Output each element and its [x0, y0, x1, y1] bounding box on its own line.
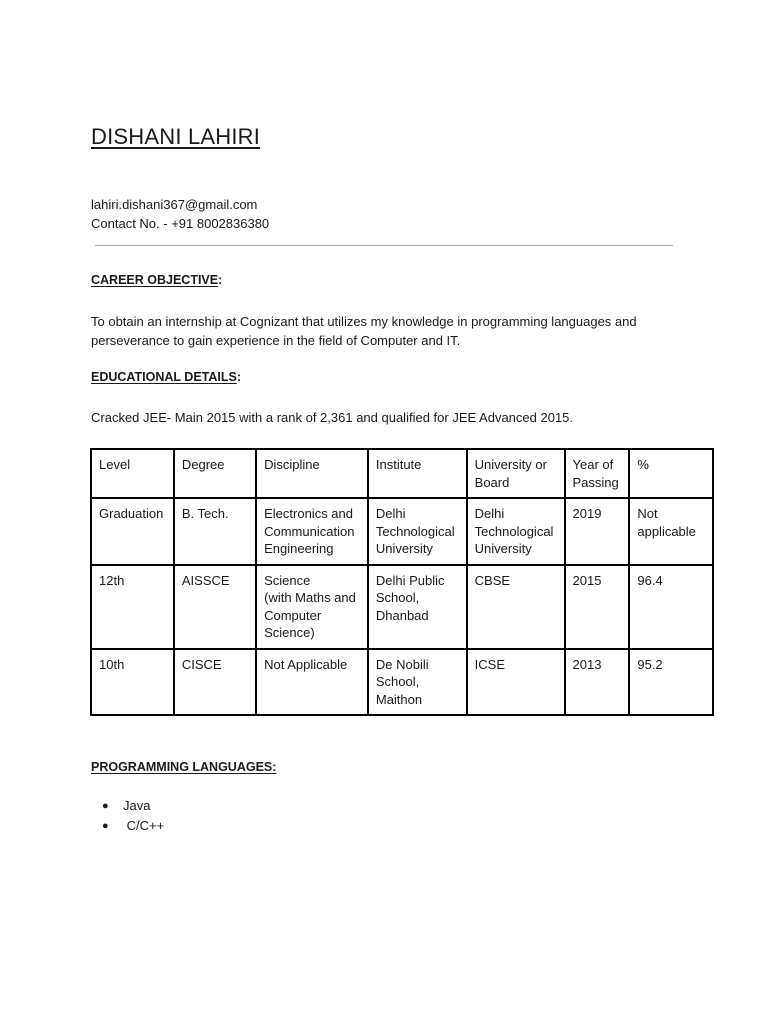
header-divider: [95, 245, 673, 246]
table-row: [91, 498, 713, 565]
cell-text: Delhi: [474, 506, 505, 521]
row-cell-institute: [368, 565, 467, 649]
header-cell-year-of-passing: [565, 449, 630, 498]
cell-text: applicable: [637, 523, 696, 539]
career-objective-text: To obtain an internship at Cognizant that utilizes my knowledge in programming languages and perseverance to gain experience in the field of Computer and IT.: [91, 314, 637, 348]
cell-text: ICSE: [474, 656, 505, 672]
row-cell-year-of-passing: [565, 649, 630, 716]
cell-text: De Nobili: [375, 656, 429, 672]
list-item: [91, 816, 164, 836]
cell-text: Technological: [375, 523, 455, 539]
cell-text: Dhanbad: [375, 607, 429, 623]
career-objective-heading-label: CAREER OBJECTIVE: [91, 273, 219, 287]
cell-text: Institute: [375, 457, 422, 472]
cell-text: Electronics and: [264, 506, 353, 521]
jee-achievement-text: Cracked JEE- Main 2015 with a rank of 2,361 and qualified for JEE Advanced 2015.: [91, 410, 574, 425]
cell-text: 95.2: [637, 656, 663, 672]
cell-text: 2019: [572, 506, 602, 521]
programming-languages-heading: [91, 760, 276, 774]
table-header-row: [91, 449, 713, 498]
list-item: [91, 796, 164, 816]
cell-text: Delhi: [375, 506, 406, 521]
cell-text: Degree: [181, 457, 225, 472]
row-cell-university-board: [467, 649, 565, 716]
row-cell-year-of-passing: [565, 498, 630, 565]
row-cell-percentage: [629, 565, 713, 649]
cell-text: Delhi Public: [375, 572, 445, 588]
cell-text: Science: [264, 572, 311, 588]
cell-text: Not Applicable: [264, 656, 348, 672]
cell-text: 2013: [572, 656, 602, 672]
row-cell-university-board: [467, 565, 565, 649]
cell-text: University or: [474, 457, 547, 472]
cell-text: %: [637, 457, 649, 472]
row-cell-percentage: [629, 498, 713, 565]
row-cell-year-of-passing: [565, 565, 630, 649]
cell-text: School,: [375, 590, 420, 605]
cell-text: Board: [474, 474, 510, 490]
row-cell-degree: [174, 565, 256, 649]
row-cell-degree: [174, 649, 256, 716]
row-cell-level: [91, 649, 174, 716]
cell-text: Year of: [572, 457, 614, 472]
educational-details-heading-colon: :: [236, 370, 242, 384]
career-objective-heading: [91, 273, 222, 287]
educational-details-heading-label: EDUCATIONAL DETAILS: [91, 370, 237, 384]
education-table: [90, 448, 714, 716]
cell-text: Passing: [572, 474, 619, 490]
cell-text: Graduation: [99, 506, 164, 521]
cell-text: Discipline: [264, 457, 320, 472]
row-cell-percentage: [629, 649, 713, 716]
language-label: C/C++: [123, 818, 165, 833]
header-cell-degree: [174, 449, 256, 498]
row-cell-discipline: [256, 498, 368, 565]
header-cell-level: [91, 449, 174, 498]
candidate-name: DISHANI LAHIRI: [91, 124, 261, 149]
header-cell-institute: [368, 449, 467, 498]
cell-text: 12th: [99, 572, 125, 588]
cell-text: (with Maths and: [264, 590, 356, 605]
cell-text: University: [474, 541, 532, 556]
language-label: Java: [123, 798, 151, 813]
cell-text: CISCE: [181, 656, 222, 672]
row-cell-discipline: [256, 565, 368, 649]
cell-text: Maithon: [375, 691, 423, 707]
cell-text: School,: [375, 674, 420, 689]
row-cell-university-board: [467, 498, 565, 565]
cell-text: Communication: [264, 523, 355, 539]
cell-text: CBSE: [474, 572, 511, 588]
table-row: [91, 565, 713, 649]
bullet-icon: ●: [102, 800, 109, 812]
programming-languages-heading-label: PROGRAMMING LANGUAGES:: [91, 760, 277, 774]
cell-text: AISSCE: [181, 572, 230, 588]
cell-text: Engineering: [264, 541, 334, 556]
cell-text: Not: [637, 506, 658, 521]
header-cell-percentage: [629, 449, 713, 498]
row-cell-institute: [368, 498, 467, 565]
cell-text: Level: [99, 457, 131, 472]
email-text: lahiri.dishani367@gmail.com: [91, 197, 258, 212]
cell-text: 10th: [99, 656, 125, 672]
header-cell-university-board: [467, 449, 565, 498]
career-objective-heading-colon: :: [218, 273, 223, 287]
cell-text: University: [375, 541, 433, 556]
bullet-icon: ●: [102, 820, 109, 832]
cell-text: Technological: [474, 523, 554, 539]
contact-number: Contact No. - +91 8002836380: [91, 216, 270, 231]
row-cell-discipline: [256, 649, 368, 716]
cell-text: Science): [264, 625, 315, 640]
row-cell-level: [91, 498, 174, 565]
header-cell-discipline: [256, 449, 368, 498]
educational-details-heading: [91, 370, 241, 384]
cell-text: B. Tech.: [181, 506, 229, 521]
row-cell-institute: [368, 649, 467, 716]
cell-text: Computer: [264, 607, 322, 623]
programming-languages-list: [91, 796, 164, 836]
row-cell-degree: [174, 498, 256, 565]
cell-text: 2015: [572, 572, 602, 588]
table-row: [91, 649, 713, 716]
cell-text: 96.4: [637, 572, 663, 588]
row-cell-level: [91, 565, 174, 649]
